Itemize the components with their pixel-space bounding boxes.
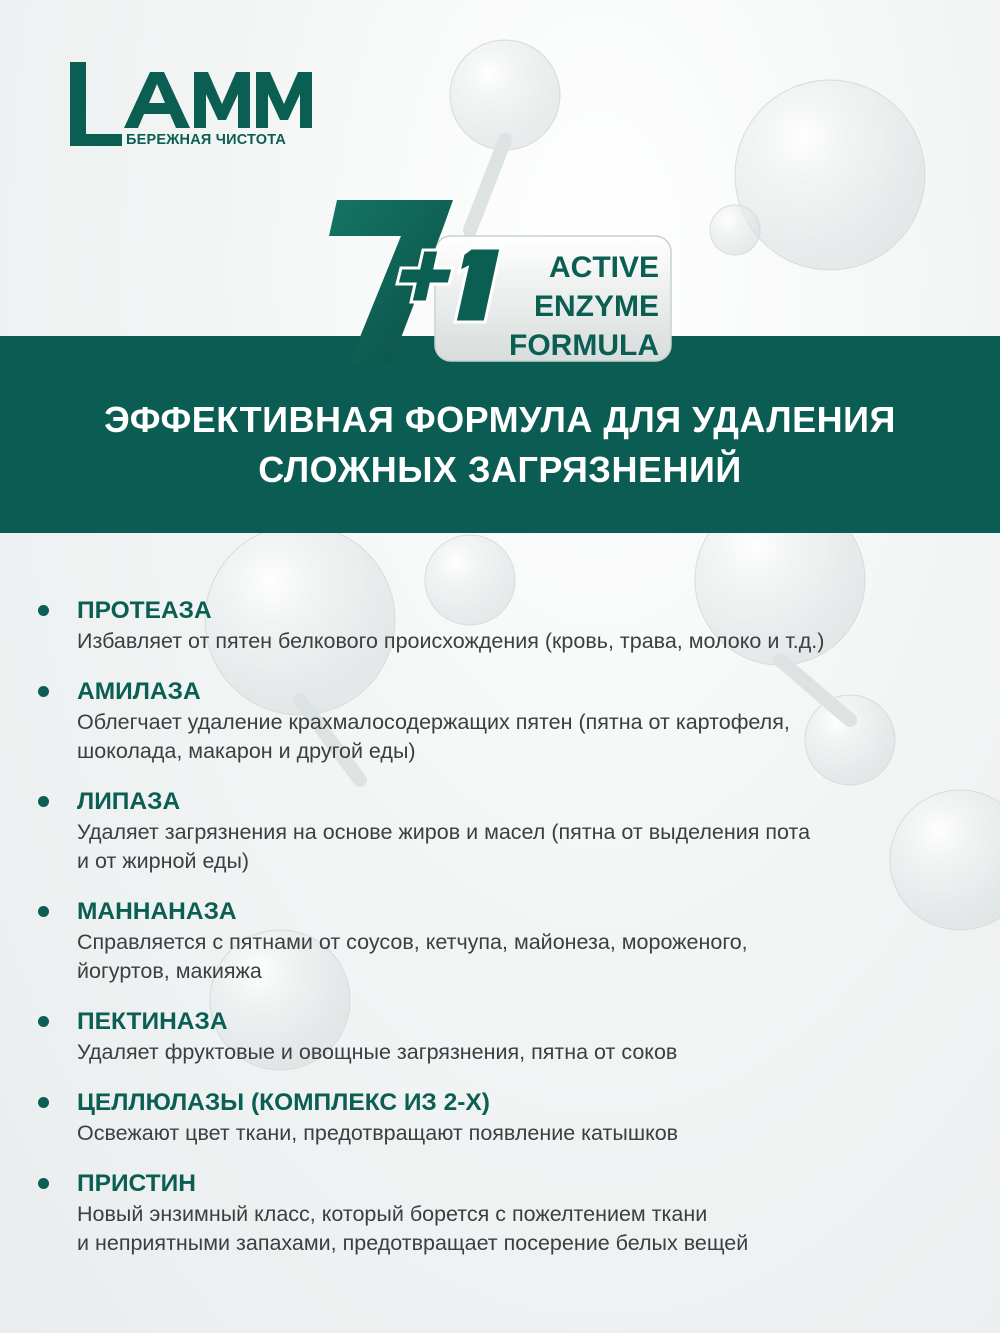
item-description [77, 818, 978, 876]
badge-line-enzyme: ENZYME [533, 290, 659, 323]
list-item [38, 1007, 978, 1067]
description-line: Удаляет фруктовые и овощные загрязнения, пятна от соков [77, 1040, 678, 1064]
list-item [38, 787, 978, 876]
item-title: МАННАНАЗА [77, 898, 237, 925]
item-description [77, 1200, 978, 1258]
badge-text [509, 248, 659, 365]
description-line: Освежают цвет ткани, предотвращают появление катышков [77, 1121, 679, 1145]
item-description [77, 928, 978, 986]
list-item [38, 1169, 978, 1258]
list-item [38, 1088, 978, 1148]
bullet-icon [38, 686, 49, 697]
item-title: ЦЕЛЛЮЛАЗЫ (КОМПЛЕКС ИЗ 2-Х) [77, 1089, 490, 1116]
description-line: Избавляет от пятен белкового происхождения (кровь, трава, молоко и т.д.) [77, 629, 825, 653]
item-title: ПРОТЕАЗА [77, 597, 212, 624]
badge-line-active: ACTIVE [548, 251, 659, 284]
list-item [38, 897, 978, 986]
headline-line-1: ЭФФЕКТИВНАЯ ФОРМУЛА ДЛЯ УДАЛЕНИЯ [104, 399, 896, 440]
bullet-icon [38, 796, 49, 807]
item-description [77, 1038, 978, 1067]
bullet-icon [38, 906, 49, 917]
item-description [77, 627, 978, 656]
description-line: йогуртов, макияжа [77, 959, 262, 983]
bullet-icon [38, 1178, 49, 1189]
brand-logo [68, 58, 328, 153]
bullet-icon [38, 1097, 49, 1108]
enzyme-list [38, 596, 978, 1279]
description-line: Облегчает удаление крахмалосодержащих пятен (пятна от картофеля, [77, 710, 790, 734]
bullet-icon [38, 605, 49, 616]
list-item [38, 677, 978, 766]
badge-line-formula: FORMULA [509, 329, 659, 362]
item-title: АМИЛАЗА [77, 678, 201, 705]
description-line: и неприятными запахами, предотвращает посерение белых вещей [77, 1231, 749, 1255]
item-title: ПРИСТИН [77, 1170, 196, 1197]
description-line: Новый энзимный класс, который борется с пожелтением ткани [77, 1202, 708, 1226]
item-description [77, 708, 978, 766]
item-title: ЛИПАЗА [77, 788, 181, 815]
description-line: Справляется с пятнами от соусов, кетчупа, майонеза, мороженого, [77, 930, 748, 954]
headline-line-2: СЛОЖНЫХ ЗАГРЯЗНЕНИЙ [258, 449, 742, 490]
description-line: и от жирной еды) [77, 849, 250, 873]
headline [0, 395, 1000, 495]
list-item [38, 596, 978, 656]
brand-tagline: БЕРЕЖНАЯ ЧИСТОТА [126, 132, 287, 148]
description-line: Удаляет загрязнения на основе жиров и масел (пятна от выделения пота [77, 820, 811, 844]
description-line: шоколада, макарон и другой еды) [77, 739, 416, 763]
item-description [77, 1119, 978, 1148]
bullet-icon [38, 1016, 49, 1027]
formula-badge [325, 192, 685, 377]
item-title: ПЕКТИНАЗА [77, 1008, 228, 1035]
